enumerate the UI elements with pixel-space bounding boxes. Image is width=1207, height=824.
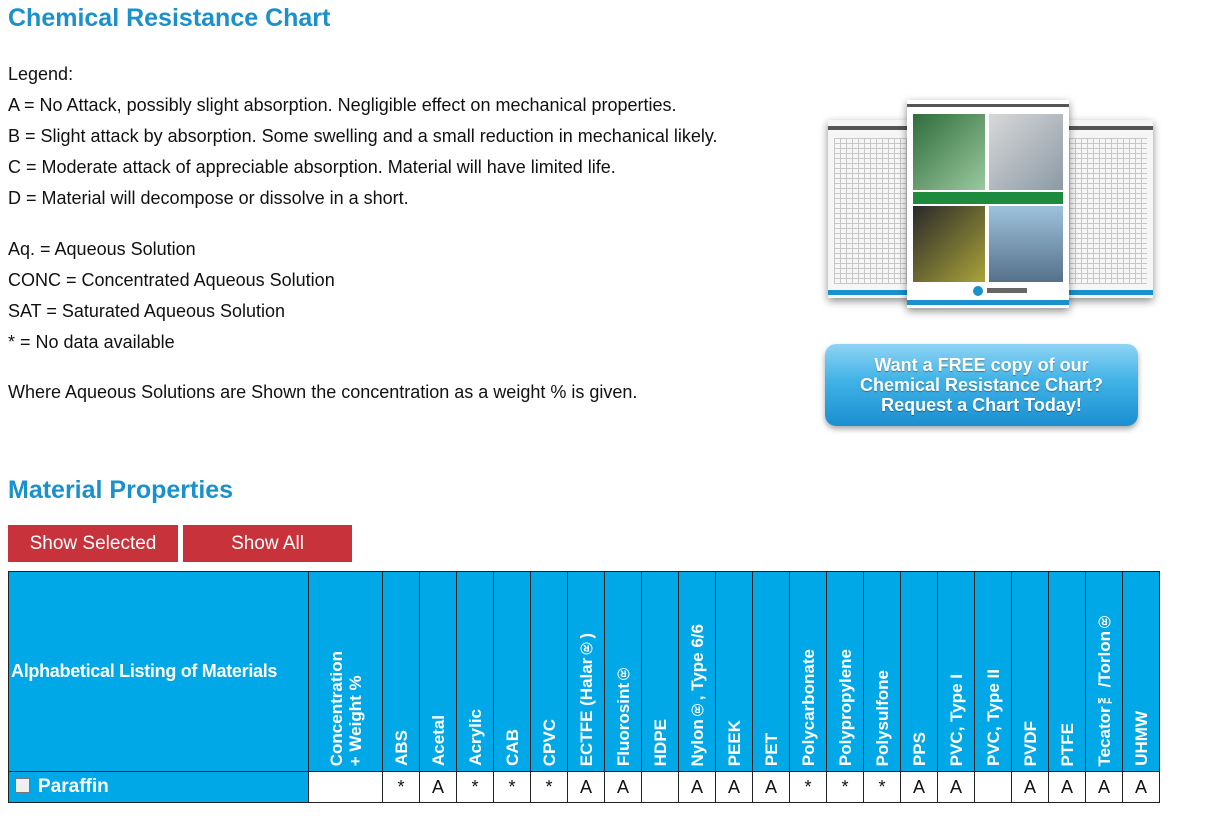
material-header: HDPE bbox=[642, 572, 679, 772]
rating-cell bbox=[975, 772, 1012, 803]
chart-brochure-image bbox=[825, 98, 1155, 313]
legend-abbrev-sat: SAT = Saturated Aqueous Solution bbox=[8, 301, 286, 321]
material-header: CPVC bbox=[531, 572, 568, 772]
legend-abbrev-conc: CONC = Concentrated Aqueous Solution bbox=[8, 270, 335, 290]
rating-cell: A bbox=[938, 772, 975, 803]
page-title: Chemical Resistance Chart bbox=[8, 4, 331, 32]
material-header: Tecator™/Torlon® bbox=[1086, 572, 1123, 772]
brochure-logo-icon bbox=[973, 286, 983, 296]
materials-listing-header: Alphabetical Listing of Materials bbox=[9, 572, 309, 772]
material-header: Nylon®, Type 6/6 bbox=[679, 572, 716, 772]
rating-cell: A bbox=[568, 772, 605, 803]
rating-cell: A bbox=[1012, 772, 1049, 803]
table-header-row bbox=[9, 572, 1160, 772]
rating-cell: A bbox=[1086, 772, 1123, 803]
material-header: PVC, Type II bbox=[975, 572, 1012, 772]
rating-cell: A bbox=[753, 772, 790, 803]
rating-cell: * bbox=[457, 772, 494, 803]
show-all-button[interactable]: Show All bbox=[183, 525, 352, 562]
show-selected-button[interactable]: Show Selected bbox=[8, 525, 178, 562]
cta-line-2: Chemical Resistance Chart? bbox=[859, 375, 1104, 395]
rating-cell: * bbox=[531, 772, 568, 803]
material-header: PET bbox=[753, 572, 790, 772]
concentration-header-line-2: + Weight % bbox=[345, 675, 365, 766]
rating-cell: A bbox=[716, 772, 753, 803]
cta-line-1: Want a FREE copy of our bbox=[874, 355, 1089, 375]
legend-rating-a: A = No Attack, possibly slight absorption. Negligible effect on mechanical properties. bbox=[8, 95, 677, 115]
rating-cell: * bbox=[790, 772, 827, 803]
legend-abbrev-aq: Aq. = Aqueous Solution bbox=[8, 239, 196, 259]
chemical-cell bbox=[9, 772, 309, 803]
rating-cell: A bbox=[605, 772, 642, 803]
material-header: Fluorosint® bbox=[605, 572, 642, 772]
rating-cell: * bbox=[383, 772, 420, 803]
rating-cell: A bbox=[679, 772, 716, 803]
rating-cell: A bbox=[420, 772, 457, 803]
concentration-header bbox=[309, 572, 383, 772]
material-header: PTFE bbox=[1049, 572, 1086, 772]
material-header: Acrylic bbox=[457, 572, 494, 772]
request-chart-button[interactable] bbox=[825, 344, 1138, 426]
concentration-header-line-1: Concentration bbox=[326, 650, 346, 766]
legend-rating-c: C = Moderate attack of appreciable absorption. Material will have limited life. bbox=[8, 157, 616, 177]
chemical-name: Paraffin bbox=[38, 776, 109, 797]
material-header: ECTFE (Halar®) bbox=[568, 572, 605, 772]
chemical-resistance-table bbox=[8, 571, 1160, 803]
material-header: CAB bbox=[494, 572, 531, 772]
brochure-cover bbox=[907, 100, 1069, 308]
legend-abbrev-nodata: * = No data available bbox=[8, 332, 175, 352]
legend-rating-b: B = Slight attack by absorption. Some swelling and a small reduction in mechanical likely. bbox=[8, 126, 718, 146]
rating-cell: A bbox=[901, 772, 938, 803]
rating-cell: * bbox=[827, 772, 864, 803]
material-header: PVC, Type I bbox=[938, 572, 975, 772]
rating-cell: A bbox=[1123, 772, 1160, 803]
rating-cell: * bbox=[494, 772, 531, 803]
row-select-checkbox[interactable] bbox=[15, 778, 30, 793]
material-header: UHMW bbox=[1123, 572, 1160, 772]
material-header: PVDF bbox=[1012, 572, 1049, 772]
material-header: Polycarbonate bbox=[790, 572, 827, 772]
legend bbox=[8, 59, 718, 408]
rating-cell: A bbox=[1049, 772, 1086, 803]
rating-cell bbox=[642, 772, 679, 803]
cta-line-3: Request a Chart Today! bbox=[881, 395, 1082, 415]
material-header: ABS bbox=[383, 572, 420, 772]
material-header: Polysulfone bbox=[864, 572, 901, 772]
material-header: PEEK bbox=[716, 572, 753, 772]
material-header: Acetal bbox=[420, 572, 457, 772]
rating-cell: * bbox=[864, 772, 901, 803]
legend-rating-d: D = Material will decompose or dissolve in a short. bbox=[8, 188, 409, 208]
concentration-cell bbox=[309, 772, 383, 803]
material-header: Polypropylene bbox=[827, 572, 864, 772]
legend-note: Where Aqueous Solutions are Shown the concentration as a weight % is given. bbox=[8, 382, 638, 402]
legend-heading: Legend: bbox=[8, 64, 74, 84]
material-header: PPS bbox=[901, 572, 938, 772]
table-row bbox=[9, 772, 1160, 803]
section-title: Material Properties bbox=[8, 476, 234, 504]
